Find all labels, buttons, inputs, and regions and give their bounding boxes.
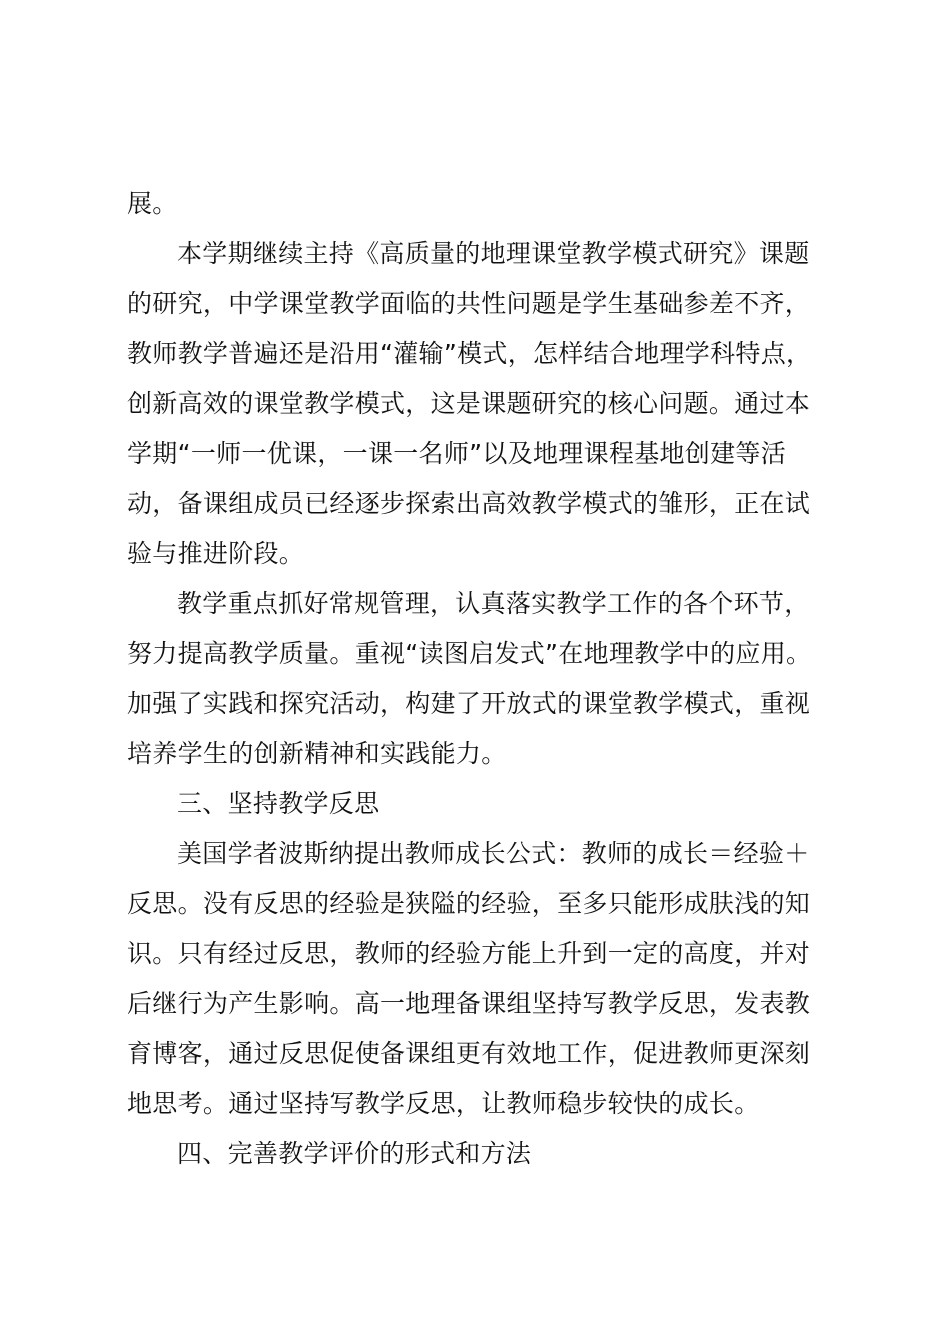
text-line: 加强了实践和探究活动，构建了开放式的课堂教学模式，重视 [127, 689, 811, 718]
paragraph-first-line: 本学期继续主持《高质量的地理课堂教学模式研究》课题 [177, 239, 810, 268]
text-line: 后继行为产生影响。高一地理备课组坚持写教学反思，发表教 [127, 989, 811, 1018]
text-line: 创新高效的课堂教学模式，这是课题研究的核心问题。通过本 [127, 389, 811, 418]
text-line: 验与推进阶段。 [127, 539, 305, 568]
text-line: 的研究，中学课堂教学面临的共性问题是学生基础参差不齐， [127, 289, 811, 318]
text-line: 反思。没有反思的经验是狭隘的经验，至多只能形成肤浅的知 [127, 889, 811, 918]
section-heading: 四、完善教学评价的形式和方法 [177, 1139, 532, 1168]
paragraph-first-line: 教学重点抓好常规管理，认真落实教学工作的各个环节， [177, 589, 810, 618]
text-line: 培养学生的创新精神和实践能力。 [127, 739, 507, 768]
text-line: 动，备课组成员已经逐步探索出高效教学模式的雏形，正在试 [127, 489, 811, 518]
text-line: 育博客，通过反思促使备课组更有效地工作，促进教师更深刻 [127, 1039, 811, 1068]
text-line: 教师教学普遍还是沿用“灌输”模式，怎样结合地理学科特点， [127, 339, 812, 368]
paragraph-first-line: 美国学者波斯纳提出教师成长公式：教师的成长＝经验＋ [177, 839, 810, 868]
text-line: 识。只有经过反思，教师的经验方能上升到一定的高度，并对 [127, 939, 811, 968]
text-line: 地思考。通过坚持写教学反思，让教师稳步较快的成长。 [127, 1089, 760, 1118]
section-heading: 三、坚持教学反思 [177, 789, 380, 818]
text-line: 展。 [127, 189, 178, 218]
text-line: 学期“一师一优课，一课一名师”以及地理课程基地创建等活 [127, 439, 787, 468]
text-line: 努力提高教学质量。重视“读图启发式”在地理教学中的应用。 [127, 639, 812, 668]
